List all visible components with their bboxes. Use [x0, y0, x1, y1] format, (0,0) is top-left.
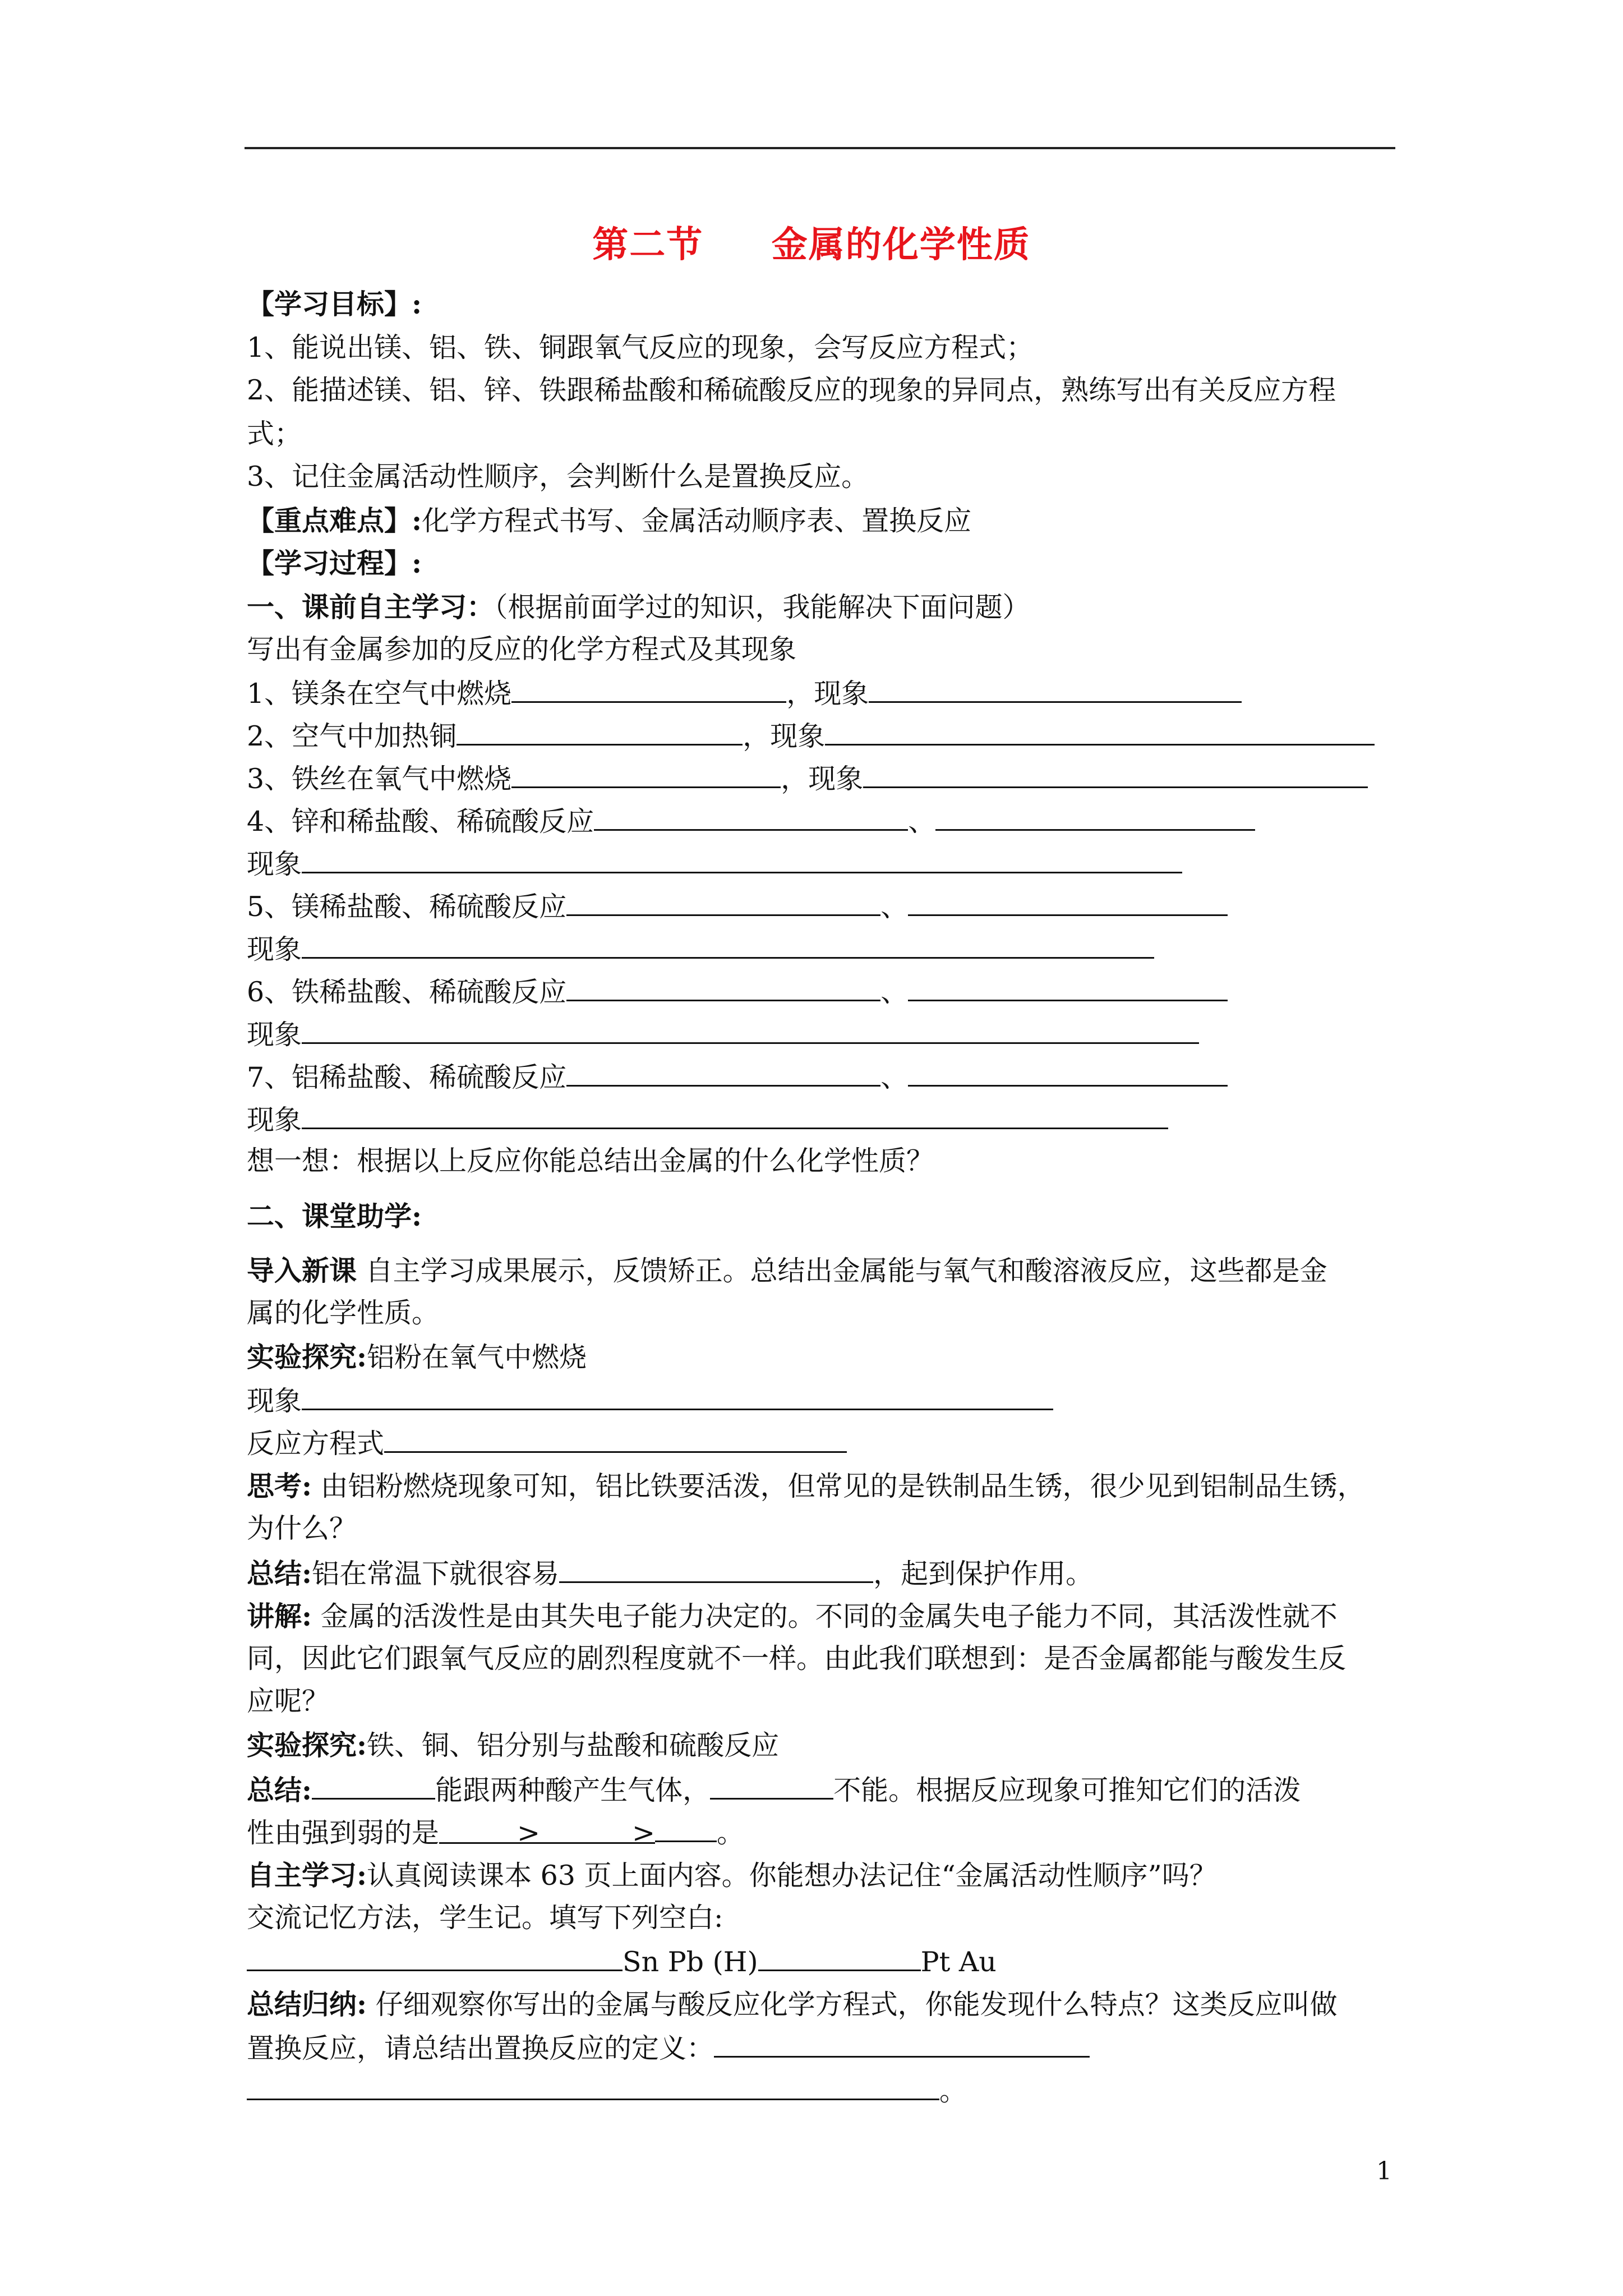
summary-text: 能跟两种酸产生气体，: [435, 1774, 711, 1806]
phenomenon-label: 现象: [247, 933, 302, 965]
conclusion-text-2: 置换反应，请总结出置换反应的定义：: [247, 2032, 714, 2064]
intro-label: 导入新课: [247, 1254, 357, 1287]
intro-line-2: 属的化学性质。: [247, 1297, 440, 1329]
phenomenon-label: ，现象: [743, 720, 826, 752]
question-1-text: 1、镁条在空气中燃烧: [247, 678, 512, 710]
question-5: [247, 889, 1228, 924]
objective-2: 2、能描述镁、铝、锌、铁跟稀盐酸和稀硫酸反应的现象的异同点，熟练写出有关反应方程: [247, 374, 1336, 406]
header-rule: [245, 147, 1395, 149]
experiment-1-phenomenon: [247, 1383, 1053, 1418]
objective-1: 1、能说出镁、铝、铁、铜跟氧气反应的现象，会写反应方程式；: [247, 332, 1034, 364]
blank-order-3[interactable]: [655, 1815, 717, 1842]
question-5-text: 5、镁稀盐酸、稀硫酸反应: [247, 891, 567, 923]
summary-1: [247, 1556, 1093, 1591]
experiment-text: 铝粉在氧气中燃烧: [367, 1341, 587, 1373]
blank-definition[interactable]: [714, 2030, 1090, 2058]
self-study-text: 认真阅读课本 63 页上面内容。你能想办法记住“金属活动性顺序”吗？: [367, 1860, 1217, 1892]
experiment-text: 铁、铜、铝分别与盐酸和硫酸反应: [367, 1729, 780, 1761]
blank-phenomenon[interactable]: [869, 675, 1242, 703]
activity-series-line: [247, 1944, 997, 1979]
gt-sign: >: [517, 1817, 541, 1849]
blank-equation-h2so4[interactable]: [908, 1059, 1228, 1087]
blank-order-1[interactable]: [439, 1816, 541, 1849]
think-question: 想一想：根据以上反应你能总结出金属的什么化学性质？: [247, 1145, 934, 1177]
summary-text-end: ，起到保护作用。: [873, 1558, 1094, 1590]
explain-line-3: 应呢？: [247, 1685, 330, 1717]
experiment-2: [247, 1728, 779, 1763]
blank-metal-reacts[interactable]: [312, 1772, 435, 1800]
key-points-text: 化学方程式书写、金属活动顺序表、置换反应: [422, 505, 972, 537]
think-label: 思考:: [247, 1470, 312, 1502]
section1-note: （根据前面学过的知识，我能解决下面问题）: [494, 591, 1030, 623]
page-title: 第二节 金属的化学性质: [592, 224, 1031, 266]
blank-phenomenon[interactable]: [302, 1102, 1168, 1129]
section1-heading: 一、课前自主学习：: [247, 591, 495, 623]
question-3-text: 3、铁丝在氧气中燃烧: [247, 763, 512, 795]
separator: 、: [880, 976, 909, 1008]
separator: 、: [880, 891, 909, 923]
blank-metal-no-react[interactable]: [710, 1772, 833, 1800]
question-4-phenomenon: [247, 846, 1182, 881]
explain-line-2: 同，因此它们跟氧气反应的剧烈程度就不一样。由此我们联想到：是否金属都能与酸发生反: [247, 1642, 1347, 1674]
blank-equation-hcl[interactable]: [594, 803, 908, 831]
intro-text: 自主学习成果展示，反馈矫正。总结出金属能与氧气和酸溶液反应，这些都是金: [365, 1255, 1327, 1287]
question-6: [247, 974, 1228, 1009]
equation-label: 反应方程式: [247, 1428, 385, 1460]
separator: 、: [908, 806, 936, 838]
blank-series-start[interactable]: [247, 1944, 623, 1971]
memory-line: 交流记忆方法，学生记。填写下列空白:: [247, 1902, 723, 1934]
blank-equation[interactable]: [457, 718, 743, 746]
phenomenon-label: ，现象: [786, 678, 869, 710]
summary-label: 总结:: [247, 1557, 312, 1590]
blank-equation-h2so4[interactable]: [908, 974, 1228, 1001]
summary-text-3: 性由强到弱的是: [247, 1817, 440, 1849]
explain-line: [247, 1599, 1338, 1634]
series-mid: Sn Pb (H): [623, 1946, 758, 1978]
gt-sign: >: [631, 1817, 656, 1849]
section2-heading: 二、课堂助学:: [247, 1200, 422, 1232]
experiment-1: [247, 1340, 587, 1374]
think-line: [247, 1469, 1365, 1503]
conclusion-line: [247, 1987, 1338, 2022]
summary-text-2: 不能。根据反应现象可推知它们的活泼: [833, 1774, 1301, 1806]
blank-equation[interactable]: [511, 761, 781, 788]
process-heading: 【学习过程】:: [247, 547, 422, 579]
key-points-line: [247, 504, 971, 538]
conclusion-label: 总结归纳:: [247, 1988, 367, 2021]
question-6-phenomenon: [247, 1016, 1199, 1052]
period: 。: [939, 2075, 967, 2107]
question-1: [247, 675, 1242, 711]
blank-equation-hcl[interactable]: [566, 1059, 880, 1087]
experiment-label: 实验探究:: [247, 1341, 367, 1373]
explain-text: 金属的活泼性是由其失电子能力决定的。不同的金属失电子能力不同，其活泼性就不: [320, 1600, 1338, 1632]
think-text: 由铝粉燃烧现象可知，铝比铁要活泼，但常见的是铁制品生锈，很少见到铝制品生锈，: [320, 1470, 1365, 1502]
blank-phenomenon[interactable]: [302, 1016, 1199, 1044]
explain-label: 讲解:: [247, 1600, 312, 1632]
key-points-heading: 【重点难点】:: [247, 504, 422, 537]
blank-equation-h2so4[interactable]: [908, 889, 1228, 916]
summary-2-order: [247, 1815, 744, 1850]
summary-label: 总结:: [247, 1774, 312, 1806]
phenomenon-label: 现象: [247, 1385, 302, 1417]
blank-phenomenon[interactable]: [302, 1383, 1053, 1410]
blank-equation-hcl[interactable]: [566, 974, 880, 1001]
blank-phenomenon[interactable]: [863, 761, 1368, 788]
experiment-1-equation: [247, 1425, 847, 1461]
question-7: [247, 1059, 1228, 1094]
question-4: [247, 803, 1255, 839]
page-number: 1: [1376, 2157, 1392, 2185]
summary-text: 铝在常温下就很容易: [312, 1558, 560, 1590]
question-6-text: 6、铁稀盐酸、稀硫酸反应: [247, 976, 567, 1008]
blank-equation[interactable]: [511, 675, 786, 703]
section1-intro: 写出有金属参加的反应的化学方程式及其现象: [247, 633, 797, 665]
question-3: [247, 761, 1368, 796]
question-7-phenomenon: [247, 1102, 1168, 1137]
phenomenon-label: ，现象: [781, 763, 864, 795]
objective-3: 3、记住金属活动性顺序，会判断什么是置换反应。: [247, 461, 869, 493]
blank-equation-h2so4[interactable]: [935, 803, 1255, 831]
conclusion-text: 仔细观察你写出的金属与酸反应化学方程式，你能发现什么特点？这类反应叫做: [375, 1989, 1338, 2021]
experiment-label: 实验探究:: [247, 1729, 367, 1761]
self-study: [247, 1858, 1217, 1893]
phenomenon-label: 现象: [247, 848, 302, 880]
think-line-2: 为什么？: [247, 1512, 357, 1544]
blank-series-middle[interactable]: [758, 1944, 921, 1971]
phenomenon-label: 现象: [247, 1104, 302, 1136]
blank-summary[interactable]: [559, 1556, 873, 1583]
blank-equation[interactable]: [384, 1425, 847, 1453]
question-2-text: 2、空气中加热铜: [247, 720, 457, 752]
blank-equation-hcl[interactable]: [566, 889, 880, 916]
separator: 、: [880, 1061, 909, 1093]
blank-order-2[interactable]: [540, 1816, 656, 1849]
question-4-text: 4、锌和稀盐酸、稀硫酸反应: [247, 806, 594, 838]
conclusion-line-3: [247, 2073, 967, 2108]
blank-definition-cont[interactable]: [247, 2073, 939, 2100]
intro-line: [247, 1254, 1327, 1288]
question-2: [247, 718, 1375, 753]
conclusion-line-2: [247, 2030, 1090, 2065]
summary-2: [247, 1772, 1301, 1807]
question-5-phenomenon: [247, 931, 1154, 967]
blank-phenomenon[interactable]: [825, 718, 1375, 746]
self-study-label: 自主学习:: [247, 1859, 367, 1892]
phenomenon-label: 现象: [247, 1019, 302, 1051]
objective-2-cont: 式；: [247, 418, 302, 450]
blank-phenomenon[interactable]: [302, 846, 1182, 873]
section1-heading-line: [247, 590, 1030, 624]
blank-phenomenon[interactable]: [302, 931, 1154, 959]
objectives-heading: 【学习目标】:: [247, 288, 422, 320]
period: 。: [717, 1817, 745, 1849]
series-end: Pt Au: [920, 1946, 997, 1978]
question-7-text: 7、铝稀盐酸、稀硫酸反应: [247, 1061, 567, 1093]
